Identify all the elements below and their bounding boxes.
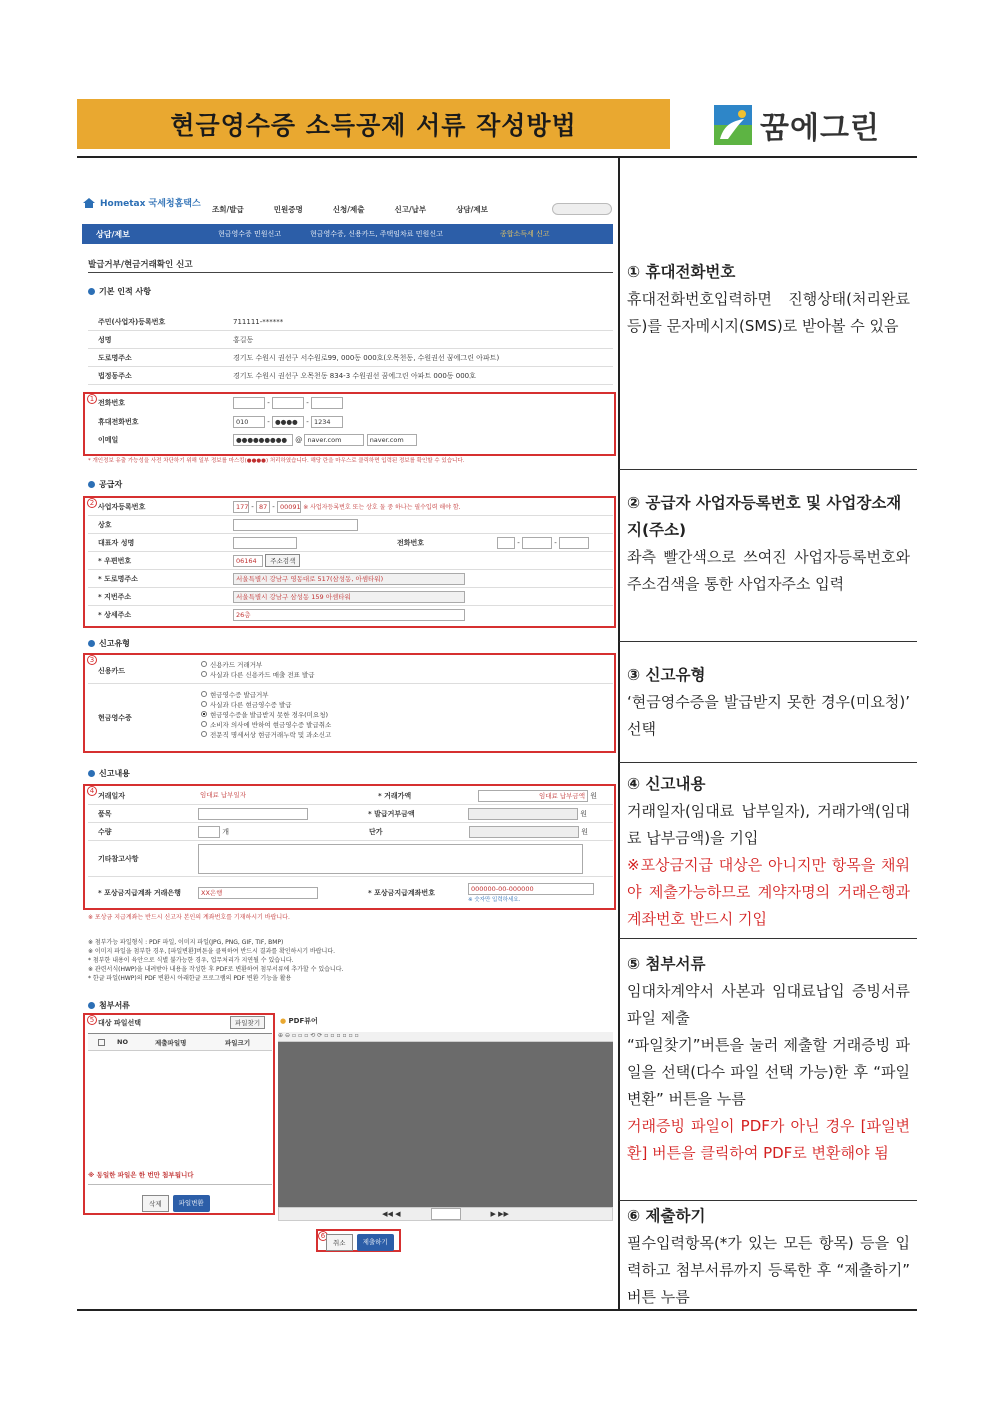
row-value: 경기도 수원시 권선구 서수원로99, 000동 000호(오목천동, 수원권선 꿈에그린 아파트) — [233, 353, 500, 362]
pdf-viewer-canvas[interactable] — [278, 1042, 613, 1207]
section-body: 거래일자(임대료 납부일자), 거래가액(임대료 납부금액)을 기입 — [627, 802, 910, 847]
account-note: ※ 숫자만 입력하세요. — [468, 897, 521, 903]
cash-options — [201, 689, 331, 739]
table-row: 전화번호 - - — [88, 394, 613, 412]
table-row — [88, 588, 613, 606]
radio-label: 소비자 의사에 반하여 현금영수증 발급취소 — [210, 720, 332, 729]
marker-1: 1 — [87, 394, 97, 404]
duplicate-note: ※ 동일한 파일은 한 번만 첨부됩니다 — [88, 1171, 194, 1179]
reward-note: ※ 포상금 지급계좌는 반드시 신고자 본인의 계좌번호를 기재하시기 바랍니다. — [88, 914, 290, 921]
radio-label: 현금영수증 발급거부 — [210, 690, 269, 699]
mobile-mid-field[interactable]: ●●●● — [272, 416, 304, 428]
select-all-checkbox[interactable] — [98, 1039, 105, 1046]
next-page-icon[interactable]: ▶ ▶▶ — [490, 1210, 509, 1218]
table-row: 사업자등록번호 177 - 87 - 00091 ※ 사업자등록번호 또는 상호 둘 중 하나는 필수입력 해야 함. — [88, 498, 613, 516]
row-label: 성명 — [98, 335, 112, 344]
row-label: 현금영수증 — [98, 714, 132, 722]
phone-field[interactable] — [233, 397, 265, 409]
phone-field[interactable] — [311, 397, 343, 409]
submit-button[interactable]: 제출하기 — [357, 1234, 394, 1251]
menu-bar — [82, 224, 613, 244]
section-title: 신고내용 — [88, 768, 130, 779]
note-line: ※ 이미지 파일을 첨부한 경우, [파일변환]버튼을 클릭하여 반드시 결과를 확인하시기 바랍니다. — [88, 948, 336, 955]
bizno-field[interactable]: 177 — [233, 501, 249, 513]
row-value: 홍길동 — [233, 335, 254, 344]
row-label: 주민(사업자)등록번호 — [98, 317, 166, 326]
row-label: * 지번주소 — [98, 592, 132, 601]
table-row: 휴대전화번호 010 - ●●●● - 1234 — [88, 413, 613, 431]
pdf-viewer-label — [280, 1016, 318, 1026]
radio-label: 사실과 다른 신용카드 매출 전표 발급 — [210, 670, 315, 679]
row-label: 거래일자 — [98, 791, 126, 800]
table-top-border — [77, 156, 917, 158]
supplier-phone-field[interactable] — [559, 537, 589, 549]
row-divider — [619, 1200, 917, 1201]
radio-option[interactable] — [201, 699, 331, 709]
row-value: 711111-****** — [233, 317, 284, 326]
note-line: * 한글 파일(HWP)의 PDF 변환시 아래한글 프로그램의 PDF 변환 기능을 활용 — [88, 975, 292, 982]
nav-item[interactable]: 민원증명 — [273, 205, 303, 214]
row-label: 전화번호 — [397, 538, 425, 547]
section-heading: ⑥ 제출하기 — [627, 1207, 706, 1225]
hometax-logo — [82, 196, 201, 209]
document-title: 현금영수증 소득공제 서류 작성방법 — [77, 99, 670, 149]
row-label: * 도로명주소 — [98, 574, 138, 583]
row-label: 품목 — [98, 809, 112, 818]
note-line: ※ 첨부가능 파일형식 : PDF 파일, 이미지 파일(JPG, PNG, GIF, TIF, BMP) — [88, 939, 284, 946]
section-heading: ③ 신고유형 — [627, 666, 706, 684]
hometax-screenshot — [80, 190, 615, 1260]
phone-field[interactable] — [272, 397, 304, 409]
section-heading: ④ 신고내용 — [627, 775, 706, 793]
jibun-address-field[interactable]: 서울특별시 강남구 삼성동 159 아셈타워 — [233, 591, 465, 603]
radio-label: 신용카드 거래거부 — [210, 660, 263, 669]
nav-item[interactable]: 조회/발급 — [212, 205, 244, 214]
form-buttons — [326, 1234, 394, 1251]
item-field[interactable] — [198, 808, 308, 820]
table-row — [88, 823, 613, 841]
row-label: * 포상금지급계좌 거래은행 — [98, 889, 181, 897]
attach-notes — [88, 938, 343, 983]
divider — [88, 272, 613, 273]
row-divider — [619, 762, 917, 763]
section-title: 첨부서류 — [88, 1000, 130, 1011]
mobile-last-field[interactable]: 1234 — [311, 416, 343, 428]
section-note: ※포상금지급 대상은 아니지만 항목을 채워야 제출가능하므로 계약자명의 거래은행과 계좌번호 반드시 기입 — [627, 856, 910, 928]
breadcrumb-item[interactable]: 현금영수증 민원신고 — [218, 230, 282, 238]
divider — [88, 683, 613, 684]
find-file-label: 파일찾기 — [230, 1016, 265, 1029]
zip-field[interactable]: 06164 — [233, 555, 263, 567]
delete-button[interactable]: 삭제 — [142, 1195, 169, 1212]
file-table-header — [88, 1033, 272, 1051]
row-label: 상호 — [98, 520, 112, 529]
row-label: 신용카드 — [98, 667, 126, 675]
unit-price-field[interactable] — [469, 826, 579, 838]
supplier-phone-field[interactable] — [522, 537, 552, 549]
note-line: * 첨부한 내용이 육안으로 식별 불가능한 경우, 업무처리가 지연될 수 있습니다. — [88, 957, 294, 964]
breadcrumb-item[interactable]: 종합소득세 신고 — [500, 230, 550, 238]
radio-option[interactable] — [201, 719, 331, 729]
row-label: 이메일 — [98, 436, 119, 444]
column-header: 제출파일명 — [155, 1038, 187, 1047]
supplier-phone-field[interactable] — [497, 537, 515, 549]
radio-option[interactable] — [201, 659, 315, 669]
row-label: 단가 — [369, 827, 383, 836]
column-header: 파일크기 — [225, 1038, 251, 1047]
table-row — [88, 552, 613, 570]
row-divider — [619, 469, 917, 470]
row-label: 기타참고사항 — [98, 854, 139, 863]
radio-option[interactable] — [201, 729, 331, 739]
row-label: * 포상금지급계좌번호 — [368, 889, 435, 897]
unit-label: 원 — [581, 827, 588, 836]
table-row — [88, 331, 613, 349]
row-divider — [619, 938, 917, 939]
file-buttons — [142, 1195, 210, 1212]
bizno-note: ※ 사업자등록번호 또는 상호 둘 중 하나는 필수입력 해야 함. — [303, 504, 461, 511]
divider — [88, 1184, 272, 1185]
section-body: 휴대전화번호입력하면 진행상태(처리완료 등)를 문자메시지(SMS)로 받아볼 수 있음 — [627, 290, 910, 335]
unit-label: 원 — [590, 791, 597, 800]
cancel-button[interactable]: 취소 — [326, 1234, 353, 1251]
table-row — [88, 805, 613, 823]
radio-option-selected[interactable] — [201, 709, 331, 719]
section-report-content — [627, 771, 910, 933]
table-row: 이메일 ●●●●●●●●● @ naver.com naver.com — [88, 431, 613, 449]
table-row — [88, 313, 613, 331]
marker-2: 2 — [87, 498, 97, 508]
quantity-field[interactable] — [198, 826, 220, 838]
radio-option[interactable] — [201, 669, 315, 679]
column-divider — [618, 157, 620, 1310]
viewer-dot-icon: ● — [280, 1017, 287, 1025]
mobile-prefix-select[interactable]: 010 — [233, 416, 265, 428]
row-divider — [619, 641, 917, 642]
nav-item[interactable]: 신고/납부 — [394, 205, 427, 214]
row-label: 법정동주소 — [98, 371, 132, 380]
logo-text: 꿈에그린 — [760, 111, 880, 146]
memo-field[interactable] — [198, 844, 583, 874]
row-label: * 상세주소 — [98, 611, 132, 619]
marker-4: 4 — [87, 786, 97, 796]
section-body: 임대차계약서 사본과 임대료납입 증빙서류 파일 제출 “파일찾기”버튼을 눌러 제출할 거래증빙 파일을 선택(다수 파일 선택 가능)한 후 “파일변환” 버튼을 누름 — [627, 982, 910, 1108]
bank-select[interactable]: XX은행 — [198, 887, 318, 899]
prev-page-icon[interactable]: ◀◀ ◀ — [382, 1210, 401, 1218]
table-row — [88, 367, 613, 385]
table-row — [88, 516, 613, 534]
account-field[interactable]: 000000-00-000000 — [468, 883, 594, 895]
radio-label: 전문직 명세서상 현금거래누락 및 과소신고 — [210, 730, 332, 739]
table-row — [88, 841, 613, 877]
nav-item[interactable]: 신청/제출 — [332, 205, 365, 214]
row-label: * 거래가액 — [378, 791, 412, 800]
unit-label: 원 — [580, 809, 587, 818]
convert-button[interactable]: 파일변환 — [173, 1195, 210, 1212]
table-row: 대표자 성명 전화번호 - - — [88, 534, 613, 552]
detail-address-field[interactable]: 26층 — [233, 609, 465, 621]
section-note: 거래증빙 파일이 PDF가 아닌 경우 [파일변환] 버튼을 클릭하여 PDF로 변환해야 됨 — [627, 1117, 910, 1162]
section-heading: ⑤ 첨부서류 — [627, 955, 706, 973]
row-label: * 발급거부금액 — [368, 809, 415, 818]
row-value: 경기도 수원시 권선구 오목천동 834-3 수원권선 꿈에그린 아파트 000동 000호 — [233, 371, 476, 380]
table-row — [88, 570, 613, 588]
section-submit — [627, 1203, 910, 1311]
row-label: * 우편번호 — [98, 556, 132, 565]
marker-6: 6 — [318, 1231, 328, 1241]
row-label: 휴대전화번호 — [98, 418, 139, 426]
column-header: NO — [117, 1038, 128, 1046]
email-id-field[interactable]: ●●●●●●●●● — [233, 434, 293, 446]
page-field[interactable] — [431, 1208, 461, 1220]
file-select-label: 대상 파일선택 — [98, 1019, 142, 1027]
menu-label[interactable]: 상담/제보 — [96, 229, 130, 239]
radio-label: 현금영수증을 발급받지 못한 경우(미요청) — [210, 710, 329, 719]
refused-amount-field[interactable] — [468, 808, 578, 820]
section-body: 필수입력항목(*가 있는 모든 항목) 등을 입력하고 첨부서류까지 등록한 후 “제출하기” 버튼 누름 — [627, 1234, 910, 1306]
highlight-box-3 — [83, 653, 616, 753]
card-options — [201, 659, 315, 679]
table-row — [88, 606, 613, 624]
breadcrumb-item[interactable]: 현금영수증, 신용카드, 주택임차료 민원신고 — [310, 230, 443, 238]
business-name-field[interactable] — [233, 519, 358, 531]
section-supplier — [627, 490, 910, 598]
section-title: 신고유형 — [88, 638, 130, 649]
top-nav — [212, 204, 488, 215]
row-label: 수량 — [98, 827, 112, 836]
search-dropdown[interactable] — [552, 203, 612, 215]
section-mobile — [627, 259, 910, 340]
unit-label: 개 — [222, 827, 229, 836]
table-row — [88, 349, 613, 367]
row-label: 전화번호 — [98, 399, 126, 407]
find-file-button[interactable] — [230, 1016, 265, 1029]
privacy-note: * 개인정보 유출 가능성을 사전 차단하기 위해 일부 정보를 마스킹(●●●●) 처리하였습니다. 해당 란을 마우스로 클릭하면 입력된 정보를 확인할 수 있습니다. — [88, 458, 465, 464]
note-line: ※ 관련서식(HWP)을 내려받아 내용을 작성한 후 PDF로 변환하여 첨부서류에 추가할 수 있습니다. — [88, 966, 344, 973]
house-icon — [82, 197, 96, 209]
representative-field[interactable] — [233, 537, 297, 549]
section-heading: ① 휴대전화번호 — [627, 263, 736, 281]
table-row — [88, 787, 613, 805]
row-label: 사업자등록번호 — [98, 502, 146, 511]
section-title: 기본 인적 사항 — [88, 286, 151, 297]
viewer-pager[interactable] — [278, 1207, 613, 1221]
road-address-field[interactable]: 서울특별시 강남구 영동대로 517(삼성동, 아셈타워) — [233, 573, 465, 585]
logo-icon — [714, 105, 752, 145]
trade-amount-field[interactable]: 임대료 납부금액 — [478, 790, 588, 802]
row-label: 도로명주소 — [98, 353, 132, 362]
row-label: 대표자 성명 — [98, 538, 135, 547]
section-title: 공급자 — [88, 479, 122, 490]
radio-label: 사실과 다른 현금영수증 발급 — [210, 700, 292, 709]
nav-item[interactable]: 상담/제보 — [456, 205, 488, 214]
bizno-field[interactable]: 00091 — [277, 501, 301, 513]
marker-3: 3 — [87, 655, 97, 665]
logo — [714, 103, 880, 147]
table-row — [88, 881, 613, 905]
marker-5: 5 — [87, 1015, 97, 1025]
section-body: ‘현금영수증을 발급받지 못한 경우(미요청)’ 선택 — [627, 693, 910, 738]
address-search-button[interactable]: 주소검색 — [265, 554, 300, 567]
radio-option[interactable] — [201, 689, 331, 699]
viewer-toolbar[interactable]: ⊕⊖▫▫▫⟲⟳▫▫▫▫▫▫ — [278, 1032, 613, 1042]
section-attachments — [627, 951, 910, 1167]
email-domain-select[interactable]: naver.com — [367, 434, 417, 446]
email-domain-field[interactable]: naver.com — [304, 434, 364, 446]
viewer-title: PDF뷰어 — [288, 1017, 318, 1025]
section-body: 좌측 빨간색으로 쓰여진 사업자등록번호와 주소검색을 통한 사업자주소 입력 — [627, 548, 910, 593]
brand-text: Hometax 국세청홈택스 — [100, 199, 201, 209]
trade-date-field[interactable]: 임대료 납부일자 — [198, 790, 258, 802]
page-title: 발급거부/현금거래확인 신고 — [88, 260, 193, 270]
section-heading: ② 공급자 사업자등록번호 및 사업장소재지(주소) — [627, 494, 902, 539]
section-report-type — [627, 662, 910, 743]
bizno-field[interactable]: 87 — [256, 501, 270, 513]
